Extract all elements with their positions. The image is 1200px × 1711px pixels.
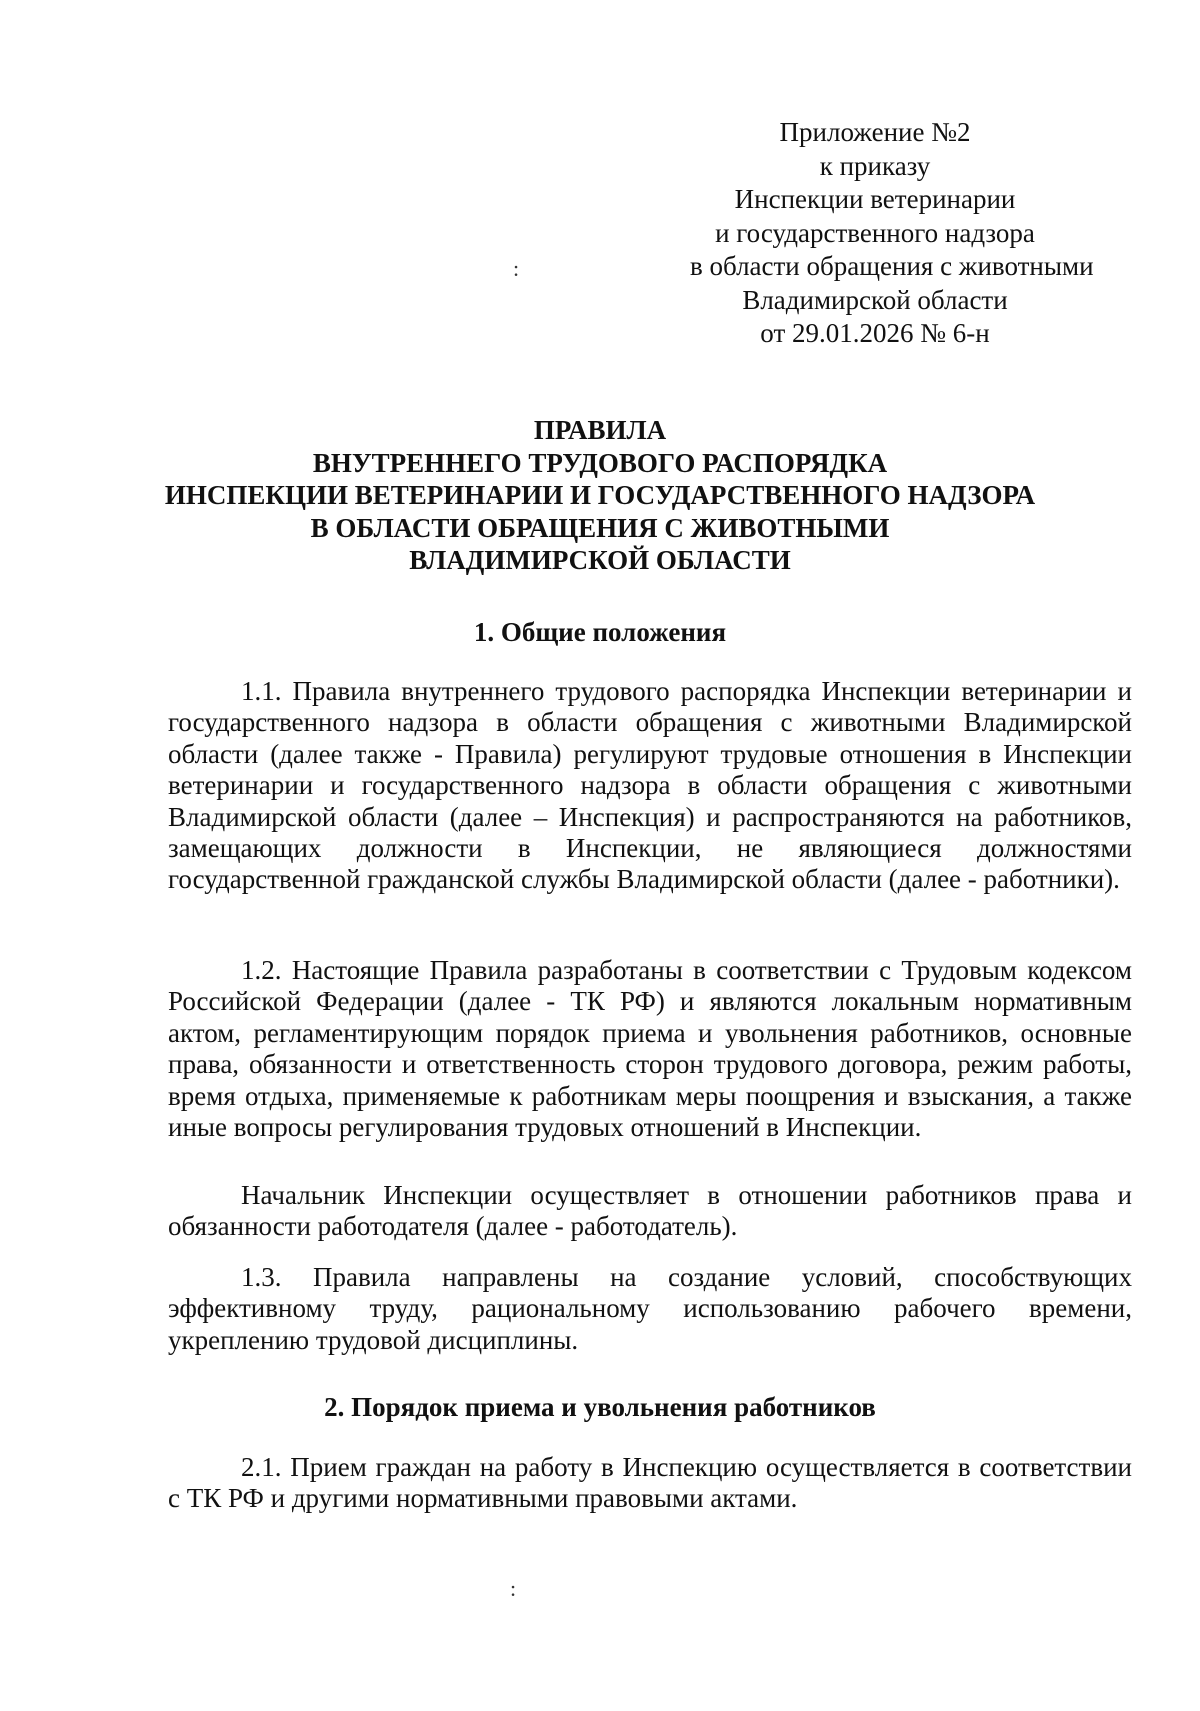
paragraph-1-3: 1.3. Правила направлены на создание условий, способствующих эффективному труду, рациональному использованию рабочего времени, укреплению трудовой дисциплины. [168,1262,1132,1355]
paragraph-1-2-employer: Начальник Инспекции осуществляет в отношении работников права и обязанности работодателя (далее - работодатель). [168,1180,1132,1242]
title-line: ИНСПЕКЦИИ ВЕТЕРИНАРИИ И ГОСУДАРСТВЕННОГО НАДЗОРА [164,480,1036,510]
title-line: ВНУТРЕННЕГО ТРУДОВОГО РАСПОРЯДКА [312,447,888,478]
paragraph-1-1: 1.1. Правила внутреннего трудового распорядка Инспекции ветеринарии и государственного надзора в области обращения с животными Владимирской области (далее также - Правила) регулируют трудовые отношения в Инспекции ветеринарии и государственного надзора в области обращения с животными Владимирской области (далее – Инспекция) и распространяются на работников, замещающих должности в Инспекции, не являющиеся должностями государственной гражданской службы Владимирской области (далее - работники). [168,676,1132,895]
paragraph-2-1: 2.1. Прием граждан на работу в Инспекцию осуществляется в соответствии с ТК РФ и другими нормативными правовыми актами. [168,1452,1132,1514]
title-line: ВЛАДИМИРСКОЙ ОБЛАСТИ [409,545,791,575]
appendix-block [690,116,1094,351]
section-heading-2: 2. Порядок приема и увольнения работников [324,1392,876,1422]
paragraph-1-2: 1.2. Настоящие Правила разработаны в соответствии с Трудовым кодексом Российской Федерации (далее - ТК РФ) и являются локальным нормативным актом, регламентирующим порядок приема и увольнения работников, основные права, обязанности и ответственность сторон трудового договора, режим работы, время отдыха, применяемые к работникам меры поощрения и взыскания, а также иные вопросы регулирования трудовых отношений в Инспекции. [168,955,1132,1143]
appendix-line: в области обращения с животными [690,251,1094,281]
appendix-line: к приказу [819,150,931,181]
title-line: ПРАВИЛА [533,415,667,445]
appendix-line: Приложение №2 [779,117,971,147]
title-line: В ОБЛАСТИ ОБРАЩЕНИЯ С ЖИВОТНЫМИ [310,512,890,543]
section-heading-1: 1. Общие положения [473,617,727,647]
appendix-line: от 29.01.2026 № 6-н [760,318,990,348]
scan-speck: : [513,256,520,281]
appendix-line: и государственного надзора [715,217,1035,248]
document-title [100,414,1100,577]
scan-speck: : [510,1576,517,1601]
appendix-line: Инспекции ветеринарии [734,184,1016,214]
appendix-line: Владимирской области [742,284,1008,315]
